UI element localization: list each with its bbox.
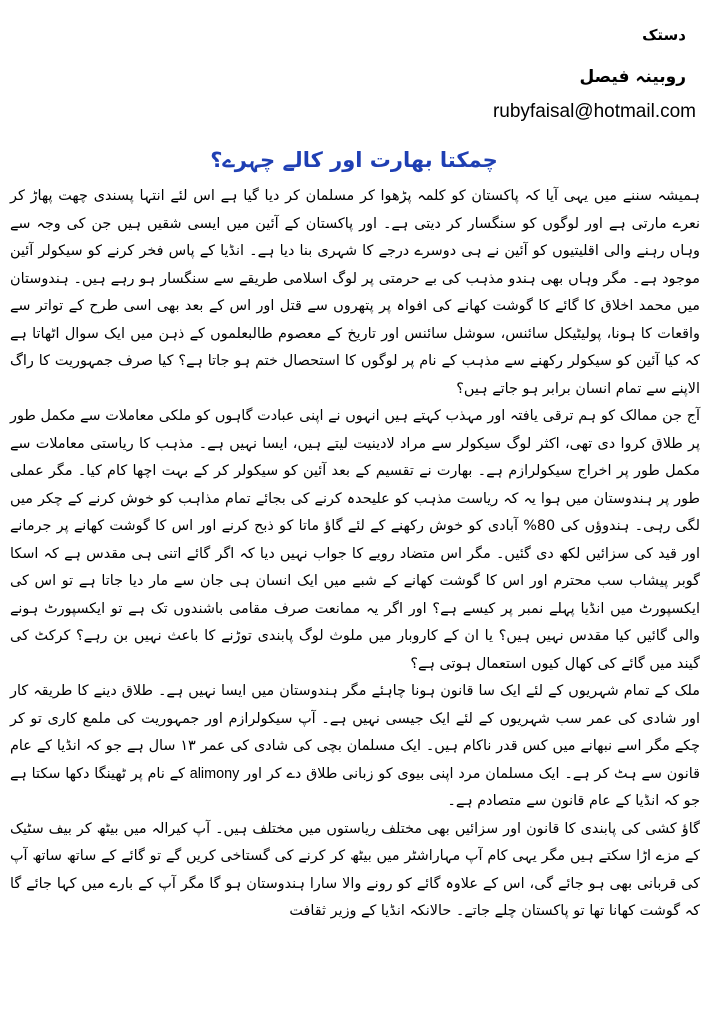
- article-body: [10, 183, 700, 926]
- paragraph: گاؤ کشی کی پابندی کا قانون اور سزائیں بھی مختلف ریاستوں میں مختلف ہیں۔ آپ کیرالہ میں بیٹھ کر بیف سٹیک کے مزے اڑا سکتے ہیں مگر یہی کام آپ مہاراشٹر میں بیٹھ کر کرنے کی گستاخی کریں گے تو گائے کے ساتھ ساتھ آپ کی قربانی بھی ہو جائے گی، اس کے علاوہ گائے کو رونے والا سارا ہندوستان ہو گا مگر آپ کے بارے میں کہا جائے گا کہ گوشت کھانا تھا تو پاکستان چلے جاتے۔ حالانکہ انڈیا کے وزیر ثقافت: [10, 820, 700, 919]
- author-email: rubyfaisal@hotmail.com: [492, 101, 696, 122]
- author-name: روبینہ فیصل: [579, 67, 686, 87]
- article-title: چمکتا بھارت اور کالے چہرے؟: [210, 148, 498, 172]
- latin-term: alimony: [189, 765, 240, 782]
- paragraph-text: ملک کے تمام شہریوں کے لئے ایک سا قانون ہونا چاہئے مگر ہندوستان میں ایسا نہیں ہے۔ طلاق دینے کا طریقہ کار اور شادی کی عمر سب شہریوں کے لئے ایک جیسی نہیں ہے۔ آپ سیکولرازم اور جمہوریت کی ملمع کاری تو کر چکے مگر اسے نبھانے میں کس قدر ناکام ہیں۔ ایک مسلمان بچی کی شادی کی عمر ۱۳ سال ہے جو کہ انڈیا کے عام قانون سے ہٹ کر ہے۔ ایک مسلمان مرد اپنی بیوی کو زبانی طلاق دے کر اور: [10, 683, 700, 782]
- paragraph-text: کے نام پر ٹھینگا دکھا سکتا ہے جو کہ انڈیا کے عام قانون سے متصادم ہے۔: [10, 765, 700, 809]
- paragraph: ہمیشہ سننے میں یہی آیا کہ پاکستان کو کلمہ پڑھوا کر مسلمان کر دیا گیا ہے اس لئے انتہا پسندی چھت پھاڑ کر نعرے مارتی ہے اور لوگوں کو سنگسار کر دیتی ہے۔ اور پاکستان کے آئین میں ایسی شقیں ہیں جن کی وجہ سے وہاں رہنے والی اقلیتیوں کو آئین نے ہی دوسرے درجے کا شہری بنا دیا ہے۔ انڈیا کے پاس فخر کرنے کو سیکولر آئین موجود ہے۔ مگر وہاں بھی ہندو مذہب کی بے حرمتی پر لوگ اسلامی طریقے سے سنگسار ہو رہے ہیں۔ ہندوستان میں محمد اخلاق کا گائے کا گوشت کھانے کی افواہ پر پتھروں سے قتل اور اس کے بعد بھی اسی طرح کے تواتر سے واقعات کا ہونا، پولیٹیکل سائنس، سوشل سائنس اور تاریخ کے معصوم طالبعلموں کے ذہن میں ایک سوال اٹھاتا ہے کہ کیا آئین کو سیکولر رکھنے سے مذہب کے نام پر لوگوں کا استحصال ختم ہو جاتا ہے؟ کیا صرف جمہوریت کا راگ الاپنے سے تمام انسان برابر ہو جاتے ہیں؟: [10, 188, 700, 397]
- paragraph: [10, 678, 700, 816]
- paragraph: آج جن ممالک کو ہم ترقی یافتہ اور مہذب کہتے ہیں انہوں نے اپنی عبادت گاہوں کو ملکی معاملات سے مکمل طور پر طلاق کروا دی تھی، اکثر لوگ سیکولر سے مراد لادینیت لیتے ہیں، ایسا نہیں ہے۔ مذہب کا ریاستی معاملات سے مکمل طور پر اخراج سیکولرازم ہے۔ بھارت نے تقسیم کے بعد آئین کو سیکولر کر کے بہت اچھا کام کیا۔ مگر عملی طور پر ہندوستان میں ہوا یہ کہ ریاست مذہب کو علیحدہ کرنے کی بجائے تمام مذاہب کو خوش کرنے کے چکر میں لگی رہی۔ ہندوؤں کی 80% آبادی کو خوش رکھنے کے لئے گاؤ ماتا کو ذبح کرنے اور اس کا گوشت کھانے پر جرمانے اور قید کی سزائیں لکھ دی گئیں۔ مگر اس متضاد رویے کا جواب نہیں دیا کہ اگر گائے اتنی ہی مقدس ہے کہ اسکا گوبر پیشاب سب محترم اور اس کا گوشت کھانے کے شبے میں ایک انسان ہی جان سے مار دیا جاتا ہے تو اس کی ایکسپورٹ میں انڈیا پہلے نمبر پر کیسے ہے؟ اور اگر یہ ممانعت صرف مقامی باشندوں تک ہے تو ایکسپورٹ ہونے والی گائیں کیا مقدس نہیں ہیں؟ یا ان کے کاروبار میں ملوث لوگ پابندی توڑنے کا باعث نہیں بن رہے؟ کرکٹ کی گیند میں گائے کی کھال کیوں استعمال ہوتی ہے؟: [10, 408, 701, 672]
- column-name: دستک: [642, 26, 686, 44]
